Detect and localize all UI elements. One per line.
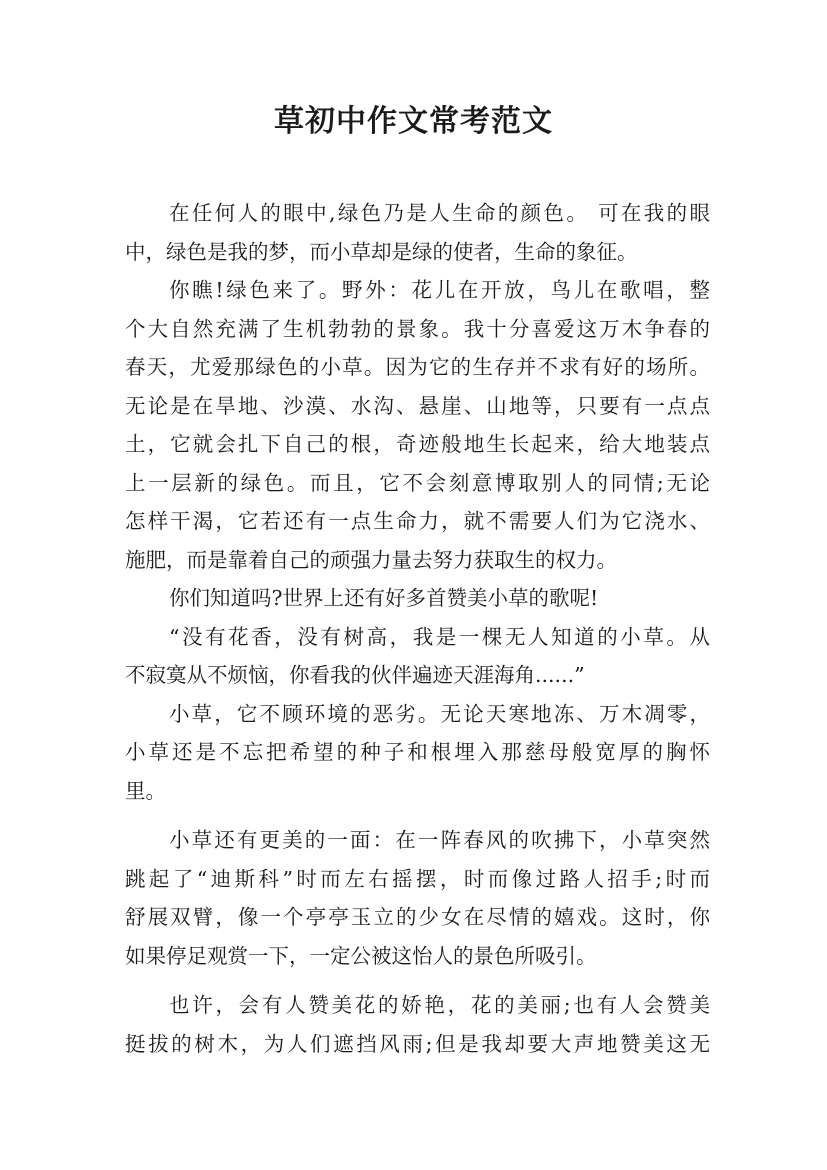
text-line: 春天，尤爱那绿色的小草。因为它的生存并不求有好的场所。: [125, 355, 710, 379]
text-line: 在任何人的眼中,绿色乃是人生命的颜色。 可在我的眼: [169, 201, 710, 225]
text-line: 你们知道吗?世界上还有好多首赞美小草的歌呢!: [169, 586, 599, 610]
text-line: 舒展双臂，像一个亭亭玉立的少女在尽情的嬉戏。这时，你: [125, 905, 710, 929]
text-line: 跳起了“迪斯科”时而左右摇摆，时而像过路人招手;时而: [125, 866, 710, 891]
text-line: 中，绿色是我的梦，而小草却是绿的使者，生命的象征。: [125, 239, 638, 264]
text-line: 挺拔的树木，为人们遮挡风雨;但是我却要大声地赞美这无: [125, 1031, 710, 1056]
paragraph-gap: [125, 810, 710, 821]
text-line: 无论是在旱地、沙漠、水沟、悬崖、山地等，只要有一点点: [125, 393, 710, 418]
text-line: 小草还是不忘把希望的种子和根埋入那慈母般宽厚的胸怀: [125, 740, 710, 764]
text-line: 里。: [125, 778, 166, 803]
text-line: 施肥，而是靠着自己的顽强力量去努力获取生的权力。: [125, 547, 617, 572]
text-line: 你瞧!绿色来了。野外：花儿在开放，鸟儿在歌唱，整: [169, 278, 710, 302]
text-line: 也许，会有人赞美花的娇艳，花的美丽;也有人会赞美: [169, 993, 710, 1017]
text-line: 个大自然充满了生机勃勃的景象。我十分喜爱这万木争春的: [125, 316, 710, 341]
text-line: 小草还有更美的一面：在一阵春风的吹拂下，小草突然: [169, 828, 710, 852]
text-line: 小草，它不顾环境的恶劣。无论天寒地冻、万木凋零，: [169, 701, 710, 726]
paragraph-gap: [125, 975, 710, 986]
text-line: 上一层新的绿色。而且，它不会刻意博取别人的同情;无论: [125, 470, 710, 495]
text-line: 如果停足观赏一下，一定公被这怡人的景色所吸引。: [125, 943, 597, 968]
text-line: “没有花香，没有树高，我是一棵无人知道的小草。从: [169, 624, 710, 649]
document-body: [125, 194, 710, 1063]
text-line: 怎样干渴，它若还有一点生命力，就不需要人们为它浇水、: [125, 509, 710, 533]
document-title: 草初中作文常考范文: [274, 104, 553, 139]
text-line: 土，它就会扎下自己的根，奇迹般地生长起来，给大地装点: [125, 432, 710, 456]
text-line: 不寂寞从不烦恼，你看我的伙伴遍迹天涯海角......”: [125, 663, 585, 687]
